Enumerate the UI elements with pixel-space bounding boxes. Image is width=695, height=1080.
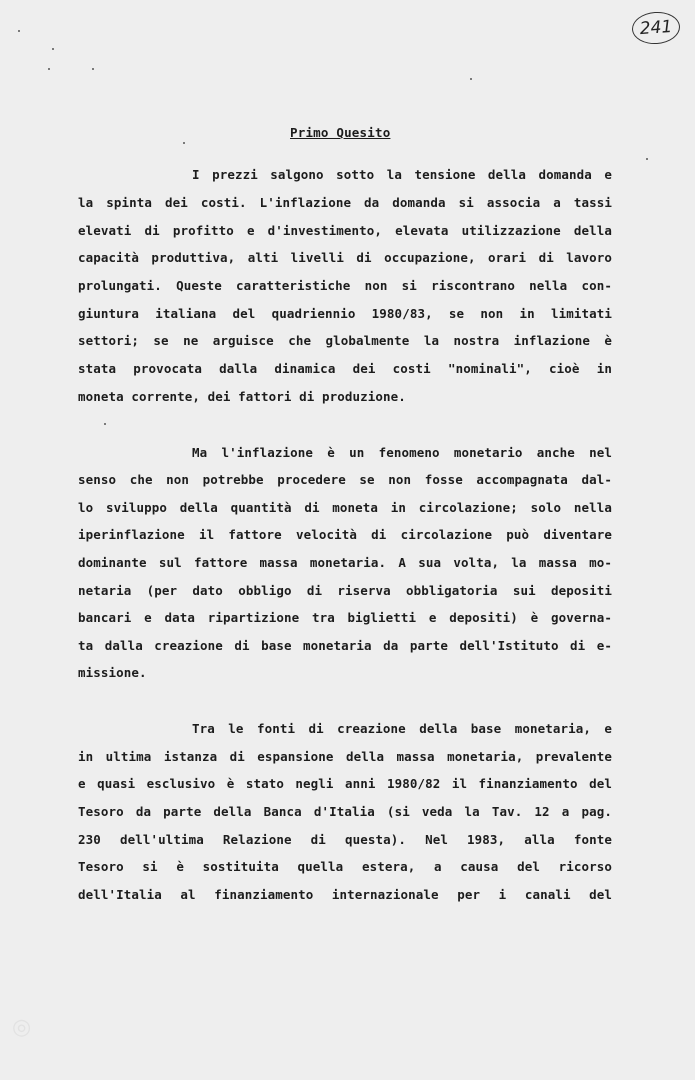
paragraph-2-line-1: Ma l'inflazione è un fenomeno monetario anche nel	[192, 445, 612, 460]
scan-speck	[18, 30, 20, 32]
scan-speck	[52, 48, 54, 50]
paragraph-1-line-8: stata provocata dalla dinamica dei costi "nominali", cioè in	[78, 361, 612, 376]
paragraph-2-line-2: senso che non potrebbe procedere se non fosse accompagnata dal-	[78, 472, 612, 487]
paragraph-2-line-6: netaria (per dato obbligo di riserva obbligatoria sui depositi	[78, 583, 612, 598]
page-title: Primo Quesito	[290, 125, 391, 140]
paragraph-1-line-3: elevati di profitto e d'investimento, elevata utilizzazione della	[78, 223, 612, 238]
paragraph-2-line-3: lo sviluppo della quantità di moneta in circolazione; solo nella	[78, 500, 612, 515]
paragraph-2-line-8: ta dalla creazione di base monetaria da parte dell'Istituto di e-	[78, 638, 612, 653]
paragraph-1-line-1: I prezzi salgono sotto la tensione della domanda e	[192, 167, 612, 182]
paragraph-1-line-6: giuntura italiana del quadriennio 1980/83, se non in limitati	[78, 306, 612, 321]
paragraph-2-line-7: bancari e data ripartizione tra biglietti e depositi) è governa-	[78, 610, 612, 625]
scan-speck	[183, 142, 185, 144]
paragraph-3-line-4: Tesoro da parte della Banca d'Italia (si veda la Tav. 12 a pag.	[78, 804, 612, 819]
paragraph-2-line-4: iperinflazione il fattore velocità di circolazione può diventare	[78, 527, 612, 542]
scan-speck	[48, 68, 50, 70]
scan-speck	[92, 68, 94, 70]
paragraph-3-line-7: dell'Italia al finanziamento internazionale per i canali del	[78, 887, 612, 902]
scan-speck	[104, 423, 106, 425]
paragraph-2-line-5: dominante sul fattore massa monetaria. A sua volta, la massa mo-	[78, 555, 612, 570]
paragraph-3-line-5: 230 dell'ultima Relazione di questa). Nel 1983, alla fonte	[78, 832, 612, 847]
scan-speck	[470, 78, 472, 80]
paragraph-1-line-2: la spinta dei costi. L'inflazione da domanda si associa a tassi	[78, 195, 612, 210]
paragraph-2-line-9: missione.	[78, 665, 147, 680]
paragraph-1-line-9: moneta corrente, dei fattori di produzione.	[78, 389, 406, 404]
watermark-logo: ◎	[12, 1015, 34, 1040]
paragraph-3-line-1: Tra le fonti di creazione della base monetaria, e	[192, 721, 612, 736]
paragraph-3-line-2: in ultima istanza di espansione della massa monetaria, prevalente	[78, 749, 612, 764]
paragraph-3-line-6: Tesoro si è sostituita quella estera, a causa del ricorso	[78, 859, 612, 874]
paragraph-1-line-5: prolungati. Queste caratteristiche non si riscontrano nella con-	[78, 278, 612, 293]
paragraph-1-line-4: capacità produttiva, alti livelli di occupazione, orari di lavoro	[78, 250, 612, 265]
page-number: 241	[631, 10, 681, 45]
paragraph-1-line-7: settori; se ne arguisce che globalmente la nostra inflazione è	[78, 333, 612, 348]
scan-speck	[646, 158, 648, 160]
paragraph-3-line-3: e quasi esclusivo è stato negli anni 1980/82 il finanziamento del	[78, 776, 612, 791]
